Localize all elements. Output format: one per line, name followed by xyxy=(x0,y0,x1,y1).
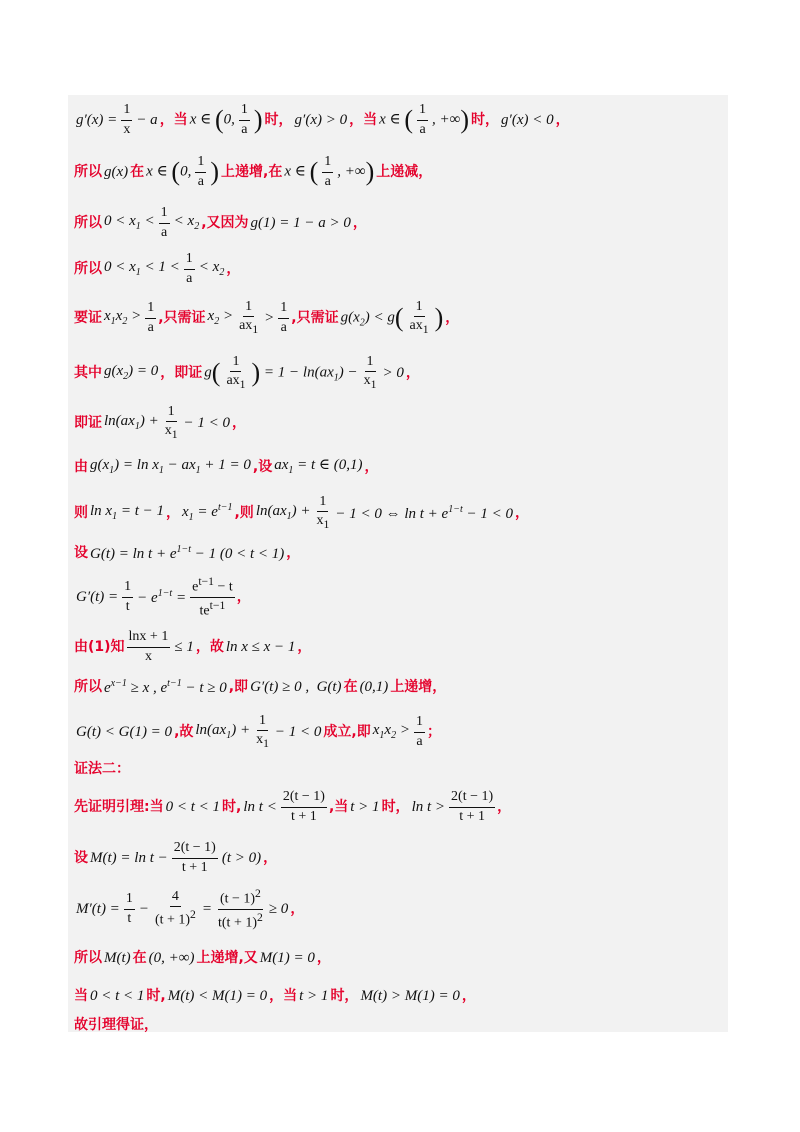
line-3: 所以 $0 < x_1$ < $\frac{1}{a}$ < $x_2$ ,又因为 g(1) = 1 − a > 0 ， xyxy=(74,205,367,240)
line-17: 设 M(t) = ln t − $\frac{2(t - 1)}{t + 1}$ (t > 0) ， xyxy=(74,840,278,875)
line-15-heading: 证法二： xyxy=(74,761,130,777)
line-1: g′(x) = $\frac{1}{x}$ − a ，当 x ∈ (0, $\frac{1}{a}$ ) 时， g′(x) > 0 ，当 x ∈ ( $\frac{1}{a}$ , +∞) 时， g′(x) < 0 ， xyxy=(76,102,570,137)
line-4: 所以 $0 < x_1 < 1$ < $\frac{1}{a}$ < $x_2$ ， xyxy=(74,251,241,286)
line-19: 所以 M(t) 在 (0, +∞) 上递增,又 M(1) = 0 ， xyxy=(74,949,331,966)
line-8: 由 $g(x_1) = \ln x_1 - ax_1 + 1 = 0$ ,设 $ax_1 = t$ ∈ (0,1) ， xyxy=(74,457,379,476)
line-12: 由(1)知 $\frac{\ln x + 1}{x}$ ≤ 1 ，故 ln x ≤ x − 1 ， xyxy=(74,629,312,664)
line-16: 先证明引理:当 0 < t < 1 时, ln t < $\frac{2(t - 1)}{t + 1}$ ,当 t > 1 时， ln t > $\frac{2(t - 1)}{t + 1}$ ， xyxy=(74,789,512,824)
line-6: 其中 $g(x_2) = 0$ ，即证 g( $\frac{1}{ax_1}$ ) = $1 - \ln(ax_1)$ − $\frac{1}{x_1}$ > 0 ， xyxy=(74,354,420,392)
line-21: 故引理得证， xyxy=(74,1017,158,1033)
line-5: 要证 $x_1x_2$ > $\frac{1}{a}$ ,只需证 $x_2$ > $\frac{1}{ax_1}$ > $\frac{1}{a}$ ,只需证 $g(x_2) < g$( $\frac{1}{ax_1}$ ) ， xyxy=(74,299,460,337)
line-2: 所以 g(x) 在 x ∈ (0, $\frac{1}{a}$ ) 上递增,在 x ∈ ( $\frac{1}{a}$ , +∞) 上递减， xyxy=(74,154,433,189)
line-14: G(t) < G(1) = 0 ,故 $\ln(ax_1)$ + $\frac{1}{x_1}$ − 1 < 0 成立,即 $x_1x_2$ > $\frac{1}{a}$ ； xyxy=(76,713,441,751)
line-10: 设 $G(t) = \ln t + e^{1-t} - 1$ (0 < t < 1) ， xyxy=(74,543,301,562)
line-18: M′(t) = $\frac{1}{t}$ − $\frac{4}{(t + 1)^2}$ = $\frac{(t - 1)^2}{t(t + 1)^2}$ ≥ 0 ， xyxy=(76,886,305,931)
line-9: 则 $\ln x_1 = t - 1$ ， $x_1 = e^{t-1}$ ,则 $\ln(ax_1)$ + $\frac{1}{x_1}$ − 1 < 0 ⇔ $\ln t + e^{1-t} - 1 < 0$ ， xyxy=(74,494,529,532)
line-20: 当 0 < t < 1 时, M(t) < M(1) = 0 ，当 t > 1 时， M(t) > M(1) = 0 ， xyxy=(74,987,476,1004)
line-13: 所以 $e^{x-1} \ge x$ , $e^{t-1} - t \ge 0$ ,即 G′(t) ≥ 0 , G(t) 在 (0,1) 上递增， xyxy=(74,677,447,696)
line-11: G′(t) = $\frac{1}{t}$ − $e^{1-t}$ = $\frac{e^{t-1} - t}{te^{t-1}}$ ， xyxy=(76,574,251,619)
line-7: 即证 $\ln(ax_1)$ + $\frac{1}{x_1}$ − 1 < 0 ， xyxy=(74,404,247,442)
